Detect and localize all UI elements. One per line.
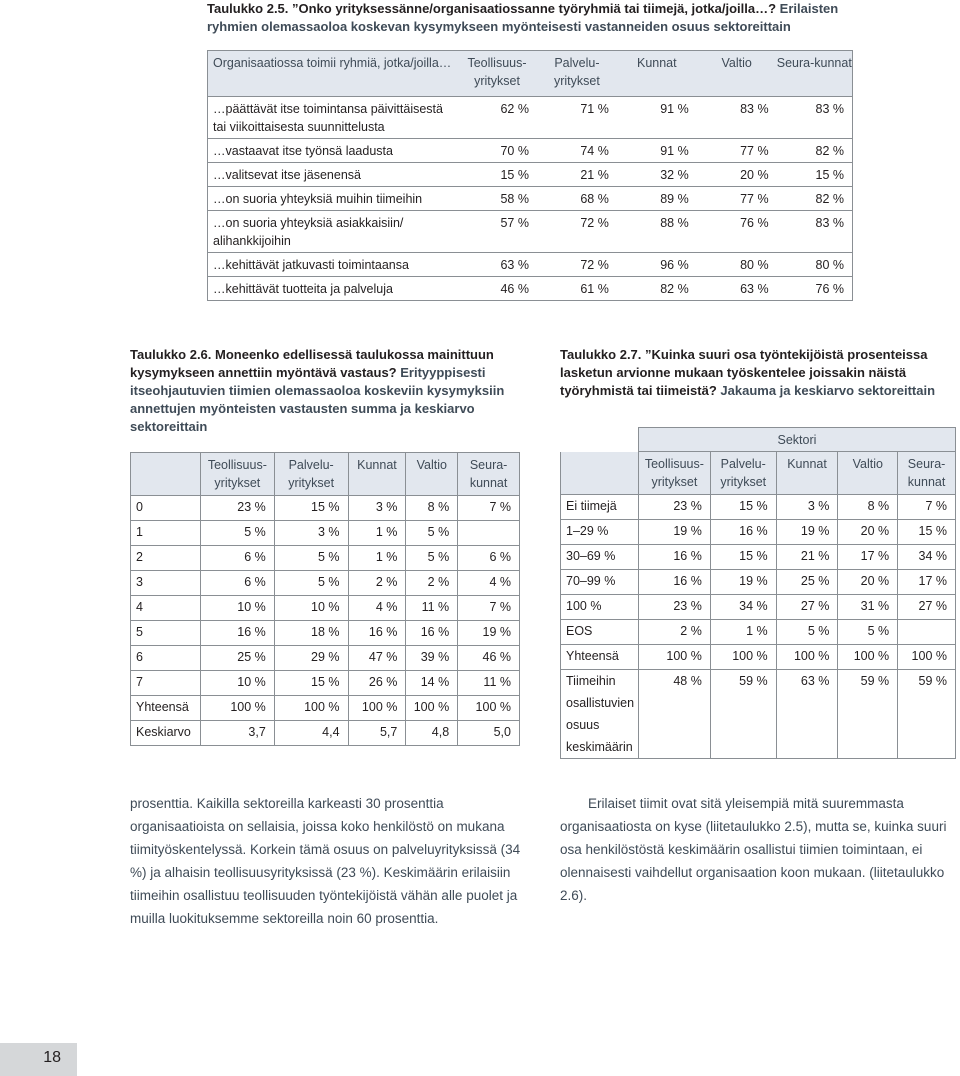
table-cell: 72 % — [537, 211, 617, 253]
row-label: Ei tiimejä — [561, 494, 639, 519]
table-cell: 4 % — [348, 596, 406, 621]
column-header: Seura-kunnat — [898, 452, 956, 495]
table-row — [131, 596, 520, 621]
table-cell: 16 % — [406, 621, 458, 646]
table-cell: 32 % — [617, 163, 697, 187]
table-cell: 6 % — [200, 546, 274, 571]
table-cell: 77 % — [697, 187, 777, 211]
table-row — [131, 721, 520, 746]
table-cell: 23 % — [638, 594, 710, 619]
table-row — [131, 521, 520, 546]
table-cell: 20 % — [838, 569, 898, 594]
body-paragraph-left: prosenttia. Kaikilla sektoreilla karkeasti 30 prosenttia organisaatioista on sellaisia, joissa koko henkilöstö on mukana tiimityöskentelyssä. Korkein tämä osuus on palveluyrityksissä (34 %) ja alhaisin teollisuusyrityksissä (23 %). Keskimäärin erilaisiin tiimeihin osallistuu teollisuuden työntekijöistä vähän alle puolet ja muilla luokituksemme sektoreilla noin 60 prosenttia. — [130, 796, 521, 926]
corner-cell — [561, 452, 639, 495]
column-header: Palvelu-yritykset — [710, 452, 776, 495]
table-cell: 21 % — [537, 163, 617, 187]
table-cell: 4 % — [458, 571, 520, 596]
row-label: 1–29 % — [561, 519, 639, 544]
table-cell — [898, 619, 956, 644]
column-header: Kunnat — [617, 51, 697, 97]
table-cell: 7 % — [898, 494, 956, 519]
table-row — [561, 594, 956, 619]
table-cell: 8 % — [406, 496, 458, 521]
table-cell: 14 % — [406, 671, 458, 696]
table-cell: 83 % — [697, 97, 777, 139]
table-row — [131, 496, 520, 521]
row-label: …valitsevat itse jäsenensä — [208, 163, 458, 187]
row-label: Yhteensä — [131, 696, 201, 721]
row-label: EOS — [561, 619, 639, 644]
table-cell: 11 % — [406, 596, 458, 621]
table-cell: 5 % — [406, 521, 458, 546]
table-2-6 — [130, 452, 520, 746]
table-cell: 47 % — [348, 646, 406, 671]
table-cell: 83 % — [777, 97, 853, 139]
table-cell: 17 % — [898, 569, 956, 594]
table-row — [131, 546, 520, 571]
row-label: Tiimeihin osallistuvien osuus keskimäärin — [561, 669, 639, 758]
table-cell: 15 % — [710, 544, 776, 569]
table-cell: 82 % — [617, 277, 697, 301]
table-cell: 48 % — [638, 669, 710, 758]
column-header: Valtio — [406, 453, 458, 496]
table-cell: 15 % — [898, 519, 956, 544]
caption-rest: Jakauma ja keskiarvo sektoreittain — [716, 383, 936, 398]
caption-lead: Taulukko 2.6. Moneenko edellisessä taulukossa mainittuun kysymykseen annettiin myöntävä vastaus? — [130, 347, 494, 380]
table-row — [208, 277, 853, 301]
table-row — [208, 139, 853, 163]
column-header: Seura-kunnat — [458, 453, 520, 496]
column-header: Palvelu-yritykset — [274, 453, 348, 496]
table-cell: 27 % — [776, 594, 838, 619]
column-header: Valtio — [838, 452, 898, 495]
table-cell: 76 % — [777, 277, 853, 301]
row-label: 70–99 % — [561, 569, 639, 594]
table-cell: 15 % — [710, 494, 776, 519]
table-cell: 62 % — [457, 97, 537, 139]
table-cell: 8 % — [838, 494, 898, 519]
row-label: …vastaavat itse työnsä laadusta — [208, 139, 458, 163]
table-cell: 96 % — [617, 253, 697, 277]
table-cell: 17 % — [838, 544, 898, 569]
caption-lead: Taulukko 2.5. ”Onko yrityksessänne/organisaatiossanne työryhmiä tai tiimejä, jotka/joilla…? — [207, 1, 777, 16]
table-row — [208, 97, 853, 139]
table-2-5-caption — [207, 0, 847, 36]
table-cell: 76 % — [697, 211, 777, 253]
row-label: Yhteensä — [561, 644, 639, 669]
column-header: Teollisuus-yritykset — [638, 452, 710, 495]
table-cell: 20 % — [697, 163, 777, 187]
table-cell: 5 % — [776, 619, 838, 644]
table-cell: 19 % — [458, 621, 520, 646]
table-cell: 31 % — [838, 594, 898, 619]
row-label: 100 % — [561, 594, 639, 619]
row-label: 2 — [131, 546, 201, 571]
table-cell: 82 % — [777, 187, 853, 211]
table-row — [208, 253, 853, 277]
row-label: …kehittävät tuotteita ja palveluja — [208, 277, 458, 301]
row-label: 30–69 % — [561, 544, 639, 569]
body-paragraph-right: Erilaiset tiimit ovat sitä yleisempiä mitä suuremmasta organisaatiosta on kyse (liitetaulukko 2.5), mutta se, kuinka suuri osa henkilöstöstä keskimäärin osallistui tiimien toimintaan, ei olennaisesti vaihdellut organisaation koon mukaan. (liitetaulukko 2.6). — [560, 796, 947, 903]
table-cell: 16 % — [200, 621, 274, 646]
table-row — [561, 494, 956, 519]
table-cell: 77 % — [697, 139, 777, 163]
page-number: 18 — [43, 1049, 61, 1066]
table-cell: 34 % — [898, 544, 956, 569]
table-cell: 88 % — [617, 211, 697, 253]
table-2-7-caption — [560, 346, 940, 400]
table-cell: 26 % — [348, 671, 406, 696]
table-cell: 27 % — [898, 594, 956, 619]
table-cell: 80 % — [777, 253, 853, 277]
table-row — [131, 646, 520, 671]
table-cell: 3 % — [274, 521, 348, 546]
table-cell: 5,7 — [348, 721, 406, 746]
table-row — [208, 187, 853, 211]
table-row — [561, 619, 956, 644]
table-row — [131, 571, 520, 596]
table-cell: 70 % — [457, 139, 537, 163]
column-header: Teollisuus-yritykset — [200, 453, 274, 496]
table-row — [208, 163, 853, 187]
table-cell: 15 % — [274, 496, 348, 521]
table-row — [208, 211, 853, 253]
table-2-5 — [207, 50, 853, 301]
row-label: …on suoria yhteyksiä asiakkaisiin/ alihankkijoihin — [208, 211, 458, 253]
table-cell: 16 % — [638, 544, 710, 569]
table-cell: 6 % — [458, 546, 520, 571]
table-2-7 — [560, 427, 956, 759]
table-cell: 5 % — [838, 619, 898, 644]
table-cell: 57 % — [457, 211, 537, 253]
table-cell: 100 % — [200, 696, 274, 721]
table-cell: 100 % — [274, 696, 348, 721]
table-row — [131, 621, 520, 646]
row-label: Keskiarvo — [131, 721, 201, 746]
table-cell: 61 % — [537, 277, 617, 301]
page-number-box — [0, 1043, 77, 1076]
table-cell: 7 % — [458, 496, 520, 521]
table-cell: 18 % — [274, 621, 348, 646]
table-cell: 29 % — [274, 646, 348, 671]
table-cell: 25 % — [776, 569, 838, 594]
table-cell: 5 % — [274, 546, 348, 571]
table-cell: 46 % — [457, 277, 537, 301]
table-cell: 91 % — [617, 97, 697, 139]
table-cell: 16 % — [638, 569, 710, 594]
table-cell: 21 % — [776, 544, 838, 569]
table-cell: 68 % — [537, 187, 617, 211]
table-cell: 23 % — [638, 494, 710, 519]
table-cell: 11 % — [458, 671, 520, 696]
row-label: …on suoria yhteyksiä muihin tiimeihin — [208, 187, 458, 211]
table-header-row — [561, 452, 956, 495]
table-cell: 5,0 — [458, 721, 520, 746]
table-cell: 1 % — [348, 521, 406, 546]
table-body — [208, 97, 853, 301]
table-cell: 2 % — [348, 571, 406, 596]
table-cell: 15 % — [777, 163, 853, 187]
table-cell: 2 % — [406, 571, 458, 596]
table-header-row — [208, 51, 853, 97]
row-label: 3 — [131, 571, 201, 596]
table-cell: 46 % — [458, 646, 520, 671]
table-cell: 19 % — [776, 519, 838, 544]
table-cell: 100 % — [348, 696, 406, 721]
row-label: 5 — [131, 621, 201, 646]
table-cell: 16 % — [348, 621, 406, 646]
table-row — [561, 569, 956, 594]
table-cell: 80 % — [697, 253, 777, 277]
table-cell: 10 % — [200, 671, 274, 696]
table-cell: 71 % — [537, 97, 617, 139]
table-cell: 10 % — [200, 596, 274, 621]
table-cell: 5 % — [274, 571, 348, 596]
table-row — [131, 696, 520, 721]
table-body — [131, 496, 520, 746]
table-cell: 1 % — [348, 546, 406, 571]
column-header: Palvelu-yritykset — [537, 51, 617, 97]
group-header-row — [561, 428, 956, 452]
table-cell: 39 % — [406, 646, 458, 671]
table-cell: 91 % — [617, 139, 697, 163]
table-cell: 100 % — [458, 696, 520, 721]
table-cell: 5 % — [406, 546, 458, 571]
row-label: 1 — [131, 521, 201, 546]
table-cell: 20 % — [838, 519, 898, 544]
column-header: Teollisuus-yritykset — [457, 51, 537, 97]
table-cell: 15 % — [457, 163, 537, 187]
column-header: Kunnat — [348, 453, 406, 496]
table-row — [561, 519, 956, 544]
table-cell: 3 % — [776, 494, 838, 519]
table-cell: 15 % — [274, 671, 348, 696]
caption-rest: Erityyppisesti itseohjautuvien tiimien olemassaoloa koskeviin kysymyksiin annettujen myönteisten vastausten summa ja keskiarvo sektoreittain — [130, 365, 505, 434]
table-cell: 34 % — [710, 594, 776, 619]
row-label: …päättävät itse toimintansa päivittäisestä tai viikoittaisesta suunnittelusta — [208, 97, 458, 139]
table-cell: 59 % — [710, 669, 776, 758]
table-cell: 100 % — [710, 644, 776, 669]
table-cell: 19 % — [638, 519, 710, 544]
caption-lead: Taulukko 2.7. ”Kuinka suuri osa työntekijöistä prosenteissa lasketun arvionne mukaan työskentelee joissakin näistä työryhmistä tai tiimeistä? — [560, 347, 928, 398]
table-cell: 63 % — [457, 253, 537, 277]
table-2-6-caption — [130, 346, 510, 436]
table-row — [561, 644, 956, 669]
table-cell: 83 % — [777, 211, 853, 253]
table-cell: 100 % — [406, 696, 458, 721]
table-cell: 3,7 — [200, 721, 274, 746]
table-cell: 100 % — [638, 644, 710, 669]
table-cell: 2 % — [638, 619, 710, 644]
column-header: Valtio — [697, 51, 777, 97]
table-cell: 89 % — [617, 187, 697, 211]
table-cell: 100 % — [838, 644, 898, 669]
table-body — [561, 494, 956, 758]
table-cell: 19 % — [710, 569, 776, 594]
table-cell: 3 % — [348, 496, 406, 521]
table-cell: 5 % — [200, 521, 274, 546]
table-cell: 4,8 — [406, 721, 458, 746]
table-cell: 82 % — [777, 139, 853, 163]
table-cell: 100 % — [898, 644, 956, 669]
table-cell: 63 % — [697, 277, 777, 301]
column-header: Seura-kunnat — [777, 51, 853, 97]
table-cell: 1 % — [710, 619, 776, 644]
row-label: 4 — [131, 596, 201, 621]
caption-rest: Erilaisten ryhmien olemassaoloa koskevan kysymykseen myönteisesti vastanneiden osuus sektoreittain — [207, 1, 839, 34]
table-cell: 63 % — [776, 669, 838, 758]
table-cell: 59 % — [838, 669, 898, 758]
table-header-row — [131, 453, 520, 496]
table-cell: 58 % — [457, 187, 537, 211]
table-cell: 25 % — [200, 646, 274, 671]
row-label: 6 — [131, 646, 201, 671]
row-label: …kehittävät jatkuvasti toimintaansa — [208, 253, 458, 277]
table-cell: 10 % — [274, 596, 348, 621]
row-label: 7 — [131, 671, 201, 696]
table-cell: 100 % — [776, 644, 838, 669]
corner-cell — [561, 428, 639, 452]
table-cell: 6 % — [200, 571, 274, 596]
table-cell: 74 % — [537, 139, 617, 163]
column-header: Kunnat — [776, 452, 838, 495]
sector-header: Sektori — [638, 428, 955, 452]
table-cell: 4,4 — [274, 721, 348, 746]
table-cell: 16 % — [710, 519, 776, 544]
table-cell: 7 % — [458, 596, 520, 621]
row-label: 0 — [131, 496, 201, 521]
table-cell: 59 % — [898, 669, 956, 758]
corner-cell — [131, 453, 201, 496]
table-row — [131, 671, 520, 696]
row-header-label: Organisaatiossa toimii ryhmiä, jotka/joilla… — [208, 51, 458, 97]
table-row — [561, 669, 956, 758]
table-cell: 72 % — [537, 253, 617, 277]
table-row — [561, 544, 956, 569]
table-cell — [458, 521, 520, 546]
table-cell: 23 % — [200, 496, 274, 521]
